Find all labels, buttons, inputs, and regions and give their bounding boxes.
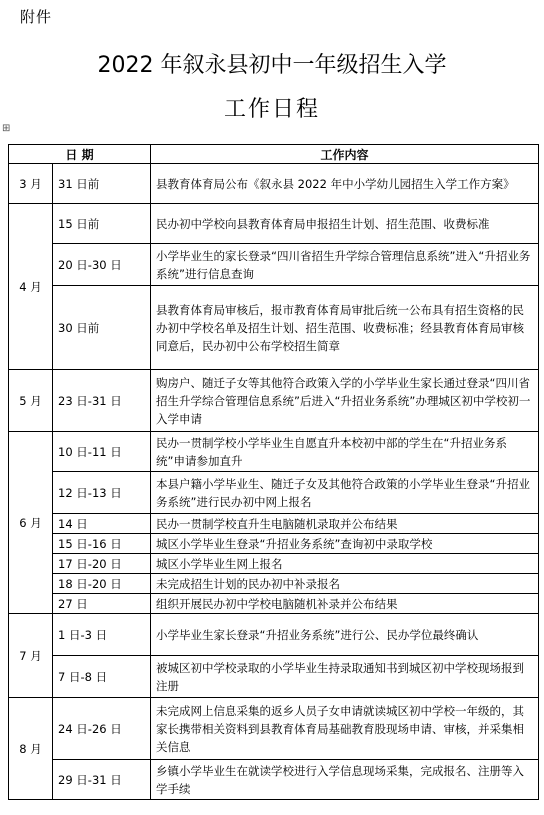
content-cell: 小学毕业生的家长登录“四川省招生升学综合管理信息系统”进入“升招业务系统”进行信息查询 — [151, 244, 539, 286]
attachment-label: 附件 — [20, 8, 53, 26]
content-cell: 城区小学毕业生登录“升招业务系统”查询初中录取学校 — [151, 534, 539, 554]
month-cell: 7 月 — [9, 614, 53, 698]
table-row — [9, 698, 539, 760]
content-cell: 民办一贯制学校直升生电脑随机录取并公布结果 — [151, 514, 539, 534]
content-cell: 被城区初中学校录取的小学毕业生持录取通知书到城区初中学校现场报到注册 — [151, 656, 539, 698]
table-row — [9, 514, 539, 534]
content-cell: 乡镇小学毕业生在就读学校进行入学信息现场采集，完成报名、注册等入学手续 — [151, 760, 539, 800]
table-row — [9, 370, 539, 432]
content-cell: 组织开展民办初中学校电脑随机补录并公布结果 — [151, 594, 539, 614]
day-cell: 12 日-13 日 — [53, 472, 151, 514]
table-anchor-icon[interactable]: ⊞ — [2, 123, 11, 134]
table-row — [9, 204, 539, 244]
content-cell: 本县户籍小学毕业生、随迁子女及其他符合政策的小学毕业生登录“升招业务系统”进行民办初中网上报名 — [151, 472, 539, 514]
content-cell: 县教育体育局公布《叙永县 2022 年中小学幼儿园招生入学工作方案》 — [151, 164, 539, 204]
day-cell: 31 日前 — [53, 164, 151, 204]
day-cell: 23 日-31 日 — [53, 370, 151, 432]
day-cell: 20 日-30 日 — [53, 244, 151, 286]
page-subtitle: 工作日程 — [223, 97, 320, 122]
header-date: 日 期 — [9, 145, 151, 164]
table-row — [9, 534, 539, 554]
table-row — [9, 432, 539, 472]
month-cell: 5 月 — [9, 370, 53, 432]
month-cell: 4 月 — [9, 204, 53, 370]
table-row — [9, 244, 539, 286]
table-row — [9, 286, 539, 370]
content-cell: 民办初中学校向县教育体育局申报招生计划、招生范围、收费标准 — [151, 204, 539, 244]
table-row — [9, 760, 539, 800]
table-row — [9, 574, 539, 594]
content-cell: 民办一贯制学校小学毕业生自愿直升本校初中部的学生在“升招业务系统”申请参加直升 — [151, 432, 539, 472]
table-header-row — [9, 145, 539, 164]
month-cell: 3 月 — [9, 164, 53, 204]
table-row — [9, 614, 539, 656]
content-cell: 购房户、随迁子女等其他符合政策入学的小学毕业生家长通过登录“四川省招生升学综合管理信息系统”后进入“升招业务系统”办理城区初中学校初一入学申请 — [151, 370, 539, 432]
page-title: 2022 年叙永县初中一年级招生入学 — [97, 53, 447, 78]
content-cell: 城区小学毕业生网上报名 — [151, 554, 539, 574]
day-cell: 17 日-20 日 — [53, 554, 151, 574]
day-cell: 10 日-11 日 — [53, 432, 151, 472]
day-cell: 29 日-31 日 — [53, 760, 151, 800]
day-cell: 15 日前 — [53, 204, 151, 244]
table-row — [9, 164, 539, 204]
day-cell: 14 日 — [53, 514, 151, 534]
day-cell: 18 日-20 日 — [53, 574, 151, 594]
content-cell: 未完成网上信息采集的返乡人员子女申请就读城区初中学校一年级的，其家长携带相关资料到县教育体育局基础教育股现场申请、审核，并采集相关信息 — [151, 698, 539, 760]
day-cell: 24 日-26 日 — [53, 698, 151, 760]
table-row — [9, 656, 539, 698]
day-cell: 27 日 — [53, 594, 151, 614]
content-cell: 未完成招生计划的民办初中补录报名 — [151, 574, 539, 594]
month-cell: 6 月 — [9, 432, 53, 614]
content-cell: 小学毕业生家长登录“升招业务系统”进行公、民办学位最终确认 — [151, 614, 539, 656]
month-cell: 8 月 — [9, 698, 53, 800]
day-cell: 7 日-8 日 — [53, 656, 151, 698]
day-cell: 1 日-3 日 — [53, 614, 151, 656]
day-cell: 30 日前 — [53, 286, 151, 370]
schedule-table — [8, 144, 539, 800]
day-cell: 15 日-16 日 — [53, 534, 151, 554]
table-row — [9, 472, 539, 514]
table-row — [9, 554, 539, 574]
header-content: 工作内容 — [151, 145, 539, 164]
content-cell: 县教育体育局审核后，报市教育体育局审批后统一公布具有招生资格的民办初中学校名单及招生计划、招生范围、收费标准；经县教育体育局审核同意后，民办初中公布学校招生简章 — [151, 286, 539, 370]
table-row — [9, 594, 539, 614]
